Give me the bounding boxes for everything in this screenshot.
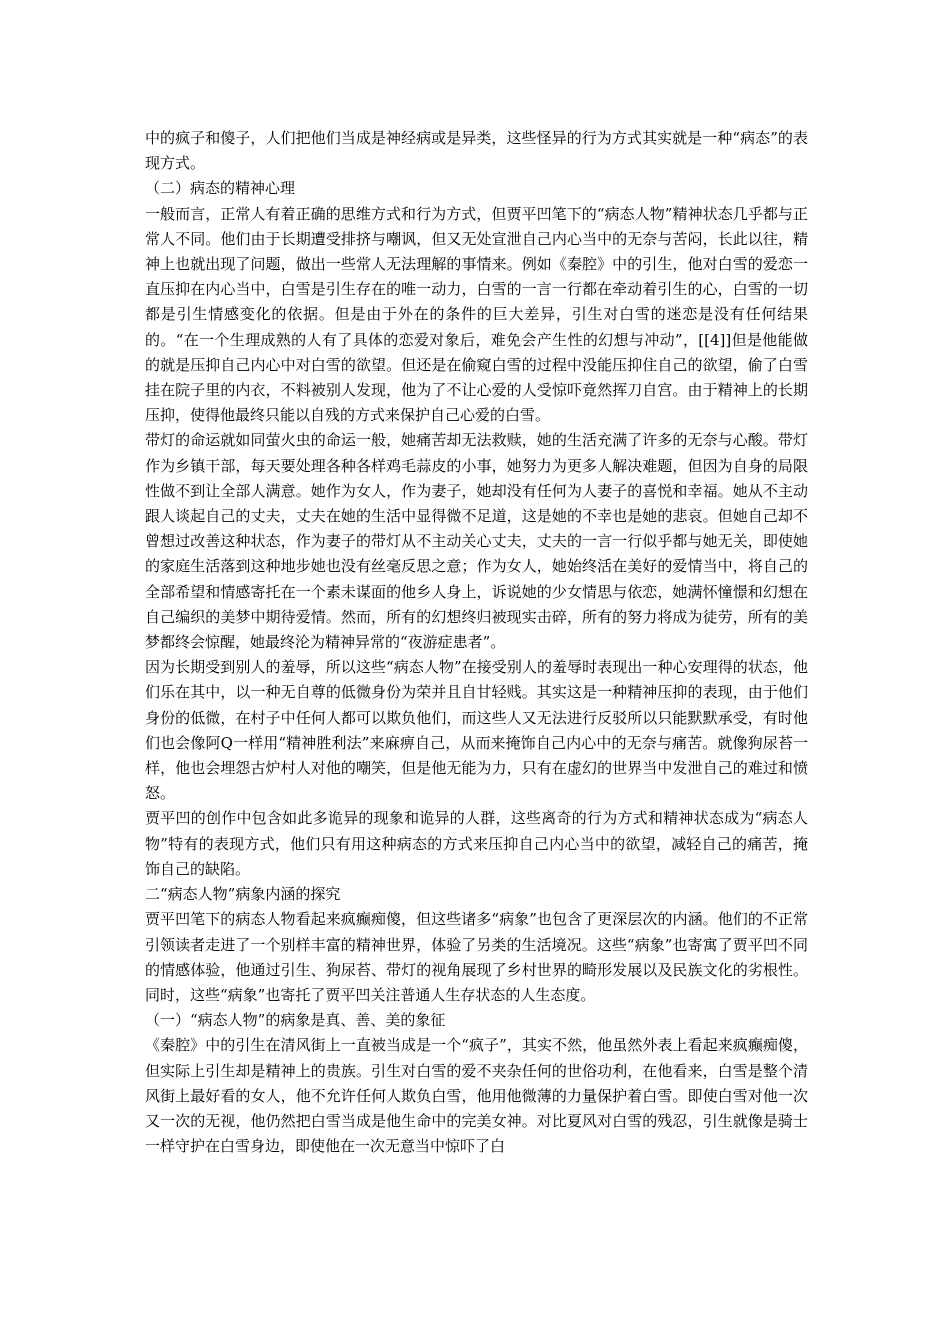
section-heading-part-two: 二“病态人物”病象内涵的探究 <box>145 885 341 904</box>
paragraph-daideng: 带灯的命运就如同萤火虫的命运一般，她痛苦却无法救赎，她的生活充满了许多的无奈与心酸。带灯作为乡镇干部，每天要处理各种各样鸡毛蒜皮的小事，她努力为更多人解决难题，但因为自身的局限性做不到让全部人满意。她作为女人，作为妻子，她却没有任何为人妻子的喜悦和幸福。她从不主动跟人谈起自己的丈夫，丈夫在她的生活中显得微不足道，这是她的不幸也是她的悲哀。但她自己却不曾想过改善这种状态，作为妻子的带灯从不主动关心丈夫，丈夫的一言一行似乎都与她无关，即使她的家庭生活落到这种地步她也没有丝毫反思之意；作为女人，她始终活在美好的爱情当中，将自己的全部希望和情感寄托在一个素未谋面的他乡人身上，诉说她的少女情思与依恋，她满怀憧憬和幻想在自己编织的美梦中期待爱情。然而，所有的幻想终归被现实击碎，所有的努力将成为徒劳，所有的美梦都终会惊醒，她最终沦为精神异常的“夜游症患者”。 <box>145 431 808 652</box>
section-heading-truth-goodness-beauty: （一）“病态人物”的病象是真、善、美的象征 <box>145 1011 446 1030</box>
section-heading-morbid-psychology: （二）病态的精神心理 <box>145 179 296 198</box>
paragraph-continuation: 中的疯子和傻子，人们把他们当成是神经病或是异类，这些怪异的行为方式其实就是一种“病态”的表现方式。 <box>145 129 808 173</box>
paragraph-summary: 贾平凹的创作中包含如此多诡异的现象和诡异的人群，这些离奇的行为方式和精神状态成为“病态人物”特有的表现方式，他们只有用这种病态的方式来压抑自己内心当中的欲望，减轻自己的痛苦，掩饰自己的缺陷。 <box>145 809 808 878</box>
paragraph-qinqiang: 《秦腔》中的引生在清风街上一直被当成是一个“疯子”，其实不然，他虽然外表上看起来疯癫痴傻，但实际上引生却是精神上的贵族。引生对白雪的爱不夹杂任何的世俗功利，在他看来，白雪是整个清风街上最好看的女人，他不允许任何人欺负白雪，他用他微薄的力量保护着白雪。即使白雪对他一次又一次的无视，他仍然把白雪当成是他生命中的完美女神。对比夏风对白雪的残忍，引生就像是骑士一样守护在白雪身边，即使他在一次无意当中惊吓了白 <box>145 1036 808 1156</box>
paragraph-humiliation: 因为长期受到别人的羞辱，所以这些“病态人物”在接受别人的羞辱时表现出一种心安理得的状态，他们乐在其中，以一种无自尊的低微身份为荣并且自甘轻贱。其实这是一种精神压抑的表现，由于他们身份的低微，在村子中任何人都可以欺负他们，而这些人又无法进行反驳所以只能默默承受，有时他们也会像阿Q一样用“精神胜利法”来麻痹自己，从而来掩饰自己内心中的无奈与痛苦。就像狗尿苔一样，他也会埋怨古炉村人对他的嘲笑，但是他无能为力，只有在虚幻的世界当中发泄自己的难过和愤怒。 <box>145 658 808 803</box>
paragraph-yinsheng: 一般而言，正常人有着正确的思维方式和行为方式，但贾平凹笔下的“病态人物”精神状态几乎都与正常人不同。他们由于长期遭受排挤与嘲讽，但又无处宣泄自己内心当中的无奈与苦闷，长此以往，精神上也就出现了问题，做出一些常人无法理解的事情来。例如《秦腔》中的引生，他对白雪的爱恋一直压抑在内心当中，白雪是引生存在的唯一动力，白雪的一言一行都在牵动着引生的心，白雪的一切都是引生情感变化的依据。但是由于外在的条件的巨大差异，引生对白雪的迷恋是没有任何结果的。“在一个生理成熟的人有了具体的恋爱对象后，难免会产生性的幻想与冲动”，[[4]]但是他能做的就是压抑自己内心中对白雪的欲望。但还是在偷窥白雪的过程中没能压抑住自己的欲望，偷了白雪挂在院子里的内衣，不料被别人发现，他为了不让心爱的人受惊吓竟然挥刀自宫。由于精神上的长期压抑，使得他最终只能以自残的方式来保护自己心爱的白雪。 <box>145 204 808 425</box>
paragraph-connotation: 贾平凹笔下的病态人物看起来疯癫痴傻，但这些诸多“病象”也包含了更深层次的内涵。他们的不正常引领读者走进了一个别样丰富的精神世界，体验了另类的生活境况。这些“病象”也寄寓了贾平凹不同的情感体验，他通过引生、狗尿苔、带灯的视角展现了乡村世界的畸形发展以及民族文化的劣根性。同时，这些“病象”也寄托了贾平凹关注普通人生存状态的人生态度。 <box>145 910 808 1004</box>
document-page <box>145 126 808 1159</box>
